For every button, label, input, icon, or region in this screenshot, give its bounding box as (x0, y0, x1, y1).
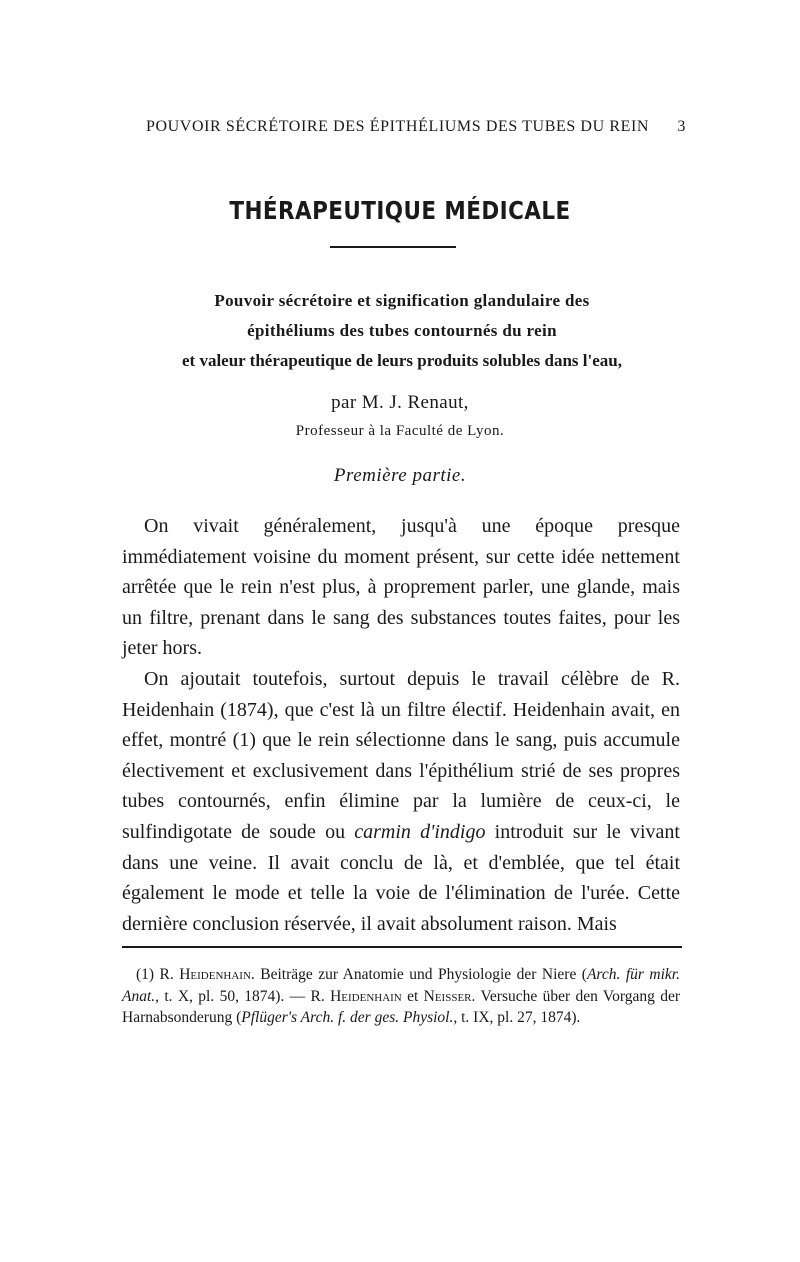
footnote-run: (1) R. (136, 966, 180, 983)
part-heading: Première partie. (333, 465, 467, 486)
author-name: Heidenhain (330, 987, 402, 1005)
journal-title: Pflüger's Arch. f. der ges. Physiol. (241, 1009, 454, 1026)
body-paragraph (122, 664, 680, 939)
running-title: POUVOIR SÉCRÉTOIRE DES ÉPITHÉLIUMS DES TUBES DU REIN (146, 118, 650, 135)
article-title-line: épithéliums des tubes contournés du rein (247, 321, 557, 340)
body-text-run: On ajoutait toutefois, surtout depuis le travail célèbre de R. Heidenhain (1874), que c'est là un filtre électif. Heidenhain avait, en effet, montré (1) que le rein sélectionne dans le sang, puis accumule électivement et exclusivement dans l'épithélium strié de ses propres tubes contournés, enfin élimine par la lumière de ceux-ci, le sulfindigotate de soude ou (122, 667, 680, 843)
footnote (122, 964, 680, 1029)
title-divider (330, 246, 456, 248)
author-affiliation: Professeur à la Faculté de Lyon. (295, 423, 505, 439)
section-title: THÉRAPEUTIQUE MÉDICALE (229, 196, 571, 225)
author-name: Heidenhain (179, 966, 251, 983)
body-text (122, 511, 680, 939)
article-title-line: et valeur thérapeutique de leurs produits solubles dans l'eau, (181, 351, 622, 370)
body-text-run: introduit sur le vivant dans une veine. Il avait conclu de là, et d'emblée, que tel était également le mode et telle la voie de l'élimination de l'urée. Cette dernière conclusion réservée, il avait absolument raison. Mais (122, 820, 680, 935)
journal-title: Arch. für mikr. Anat. (122, 966, 680, 1005)
footnote-run: , t. X, pl. 50, 1874). — R. (155, 987, 331, 1005)
author-byline: par M. J. Renaut, (331, 392, 469, 413)
article-title (122, 286, 682, 376)
footnote-run: et (401, 987, 424, 1005)
footnote-divider (122, 946, 682, 948)
footnote-run: . Versuche über den Vorgang der Harnabsonderung ( (122, 987, 681, 1026)
body-paragraph: On vivait généralement, jusqu'à une époque presque immédiatement voisine du moment présent, sur cette idée nettement arrêtée que le rein n'est plus, à proprement parler, une glande, mais un filtre, prenant dans le sang des substances toutes faites, pour les jeter hors. (122, 515, 680, 660)
italic-term: carmin d'indigo (354, 820, 486, 843)
page-number: 3 (677, 118, 686, 135)
footnote-text (122, 964, 680, 1029)
footnote-run: , t. IX, pl. 27, 1874). (453, 1009, 581, 1026)
author-name: Neisser (423, 987, 472, 1005)
article-title-line: Pouvoir sécrétoire et signification glandulaire des (214, 291, 590, 310)
running-header (146, 118, 686, 136)
footnote-run: . Beiträge zur Anatomie und Physiologie der Niere ( (250, 966, 587, 983)
